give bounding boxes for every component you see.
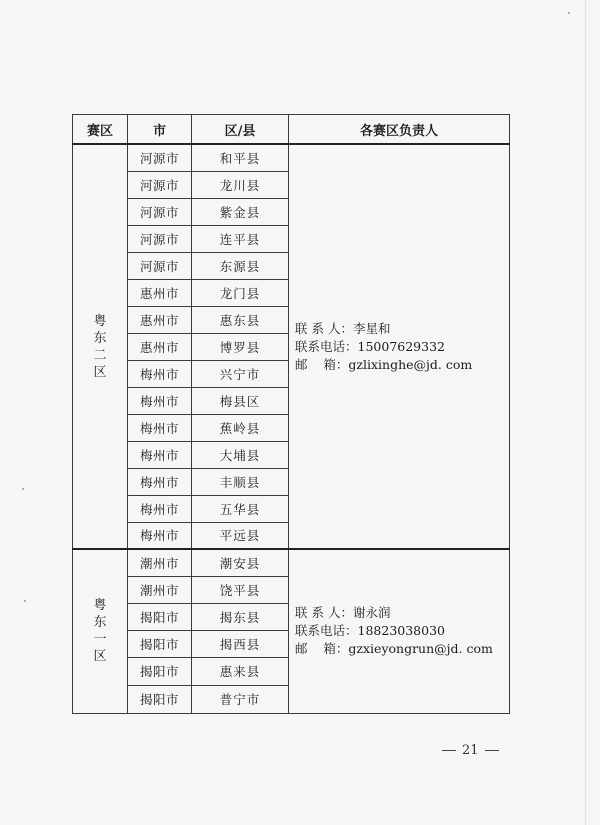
contact-email-label: 邮 箱：	[295, 356, 349, 372]
county-cell: 饶平县	[192, 576, 289, 603]
scan-speck	[24, 600, 26, 602]
county-cell: 丰顺县	[192, 468, 289, 495]
county-cell: 龙川县	[192, 171, 289, 198]
contact-email-line	[295, 640, 509, 658]
contact-phone: 18823038030	[357, 623, 445, 639]
scan-speck	[22, 488, 24, 490]
header-region: 赛区	[73, 115, 128, 145]
contact-phone-line	[295, 338, 509, 356]
county-cell: 揭东县	[192, 603, 289, 630]
contact-person-label: 联 系 人：	[295, 320, 353, 336]
city-cell: 惠州市	[128, 306, 192, 333]
contact-email-label: 邮 箱：	[295, 641, 349, 657]
city-cell: 河源市	[128, 198, 192, 225]
contact-phone-label: 联系电话：	[295, 623, 358, 639]
county-cell: 惠东县	[192, 306, 289, 333]
county-cell: 和平县	[192, 144, 289, 171]
county-cell: 惠来县	[192, 657, 289, 685]
scan-speck	[568, 12, 570, 14]
contact-person-label: 联 系 人：	[295, 605, 353, 621]
county-cell: 揭西县	[192, 630, 289, 657]
contact-cell	[289, 144, 510, 549]
city-cell: 揭阳市	[128, 657, 192, 685]
city-cell: 惠州市	[128, 279, 192, 306]
city-cell: 梅州市	[128, 387, 192, 414]
contact-phone: 15007629332	[357, 338, 445, 354]
header-contact: 各赛区负责人	[289, 115, 510, 145]
county-cell: 东源县	[192, 252, 289, 279]
city-cell: 梅州市	[128, 360, 192, 387]
contact-person-line	[295, 604, 509, 622]
city-cell: 河源市	[128, 171, 192, 198]
city-cell: 潮州市	[128, 549, 192, 576]
county-cell: 蕉岭县	[192, 414, 289, 441]
header-county: 区/县	[192, 115, 289, 145]
county-cell: 紫金县	[192, 198, 289, 225]
region-cell	[73, 549, 128, 713]
table-header-row	[73, 115, 510, 145]
city-cell: 河源市	[128, 252, 192, 279]
county-cell: 五华县	[192, 495, 289, 522]
header-city: 市	[128, 115, 192, 145]
page-number	[436, 743, 505, 758]
city-cell: 梅州市	[128, 468, 192, 495]
city-cell: 梅州市	[128, 414, 192, 441]
city-cell: 梅州市	[128, 441, 192, 468]
city-cell: 梅州市	[128, 495, 192, 522]
region-cell	[73, 144, 128, 549]
city-cell: 梅州市	[128, 522, 192, 549]
contact-person: 李星和	[352, 320, 391, 336]
contact-phone-label: 联系电话：	[295, 338, 358, 354]
contact-email: gzxieyongrun@jd. com	[348, 641, 493, 657]
contact-person-line	[295, 320, 509, 338]
county-cell: 平远县	[192, 522, 289, 549]
city-cell: 揭阳市	[128, 630, 192, 657]
city-cell: 揭阳市	[128, 603, 192, 630]
table-row	[73, 144, 510, 171]
county-cell: 普宁市	[192, 685, 289, 713]
city-cell: 揭阳市	[128, 685, 192, 713]
contact-email: gzlixinghe@jd. com	[348, 356, 473, 372]
dash-right	[485, 750, 499, 751]
county-cell: 兴宁市	[192, 360, 289, 387]
region-name: 粤东一区	[93, 598, 107, 665]
contact-person: 谢永润	[352, 605, 391, 621]
contact-phone-line	[295, 622, 509, 640]
table-body	[73, 144, 510, 713]
page-number-value: 21	[462, 743, 479, 758]
county-cell: 梅县区	[192, 387, 289, 414]
region-name: 粤东二区	[93, 313, 107, 380]
city-cell: 惠州市	[128, 333, 192, 360]
city-cell: 河源市	[128, 225, 192, 252]
scan-edge	[585, 0, 586, 825]
dash-left	[442, 750, 456, 751]
table-row	[73, 549, 510, 576]
region-table	[72, 114, 510, 714]
county-cell: 博罗县	[192, 333, 289, 360]
city-cell: 河源市	[128, 144, 192, 171]
contact-email-line	[295, 356, 509, 374]
city-cell: 潮州市	[128, 576, 192, 603]
county-cell: 大埔县	[192, 441, 289, 468]
county-cell: 连平县	[192, 225, 289, 252]
county-cell: 潮安县	[192, 549, 289, 576]
county-cell: 龙门县	[192, 279, 289, 306]
contact-cell	[289, 549, 510, 713]
